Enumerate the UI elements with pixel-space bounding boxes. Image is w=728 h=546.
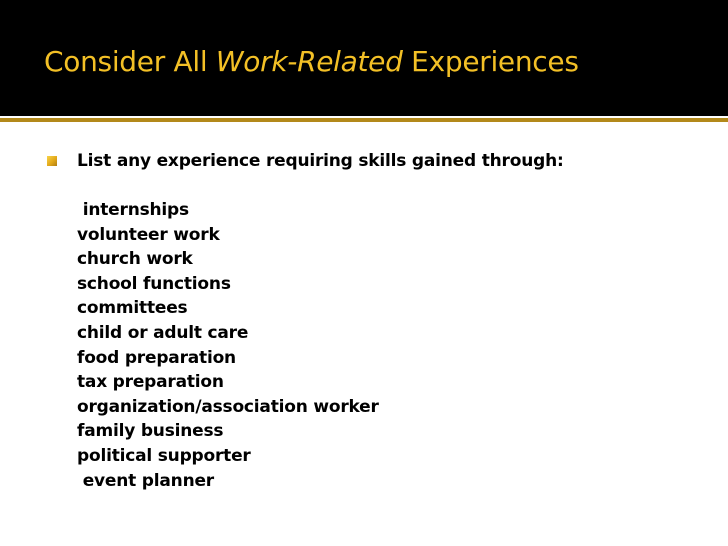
title-text-end: Experiences (402, 45, 579, 78)
list-item: church work (77, 249, 193, 270)
title-text-italic: Work-Related (215, 45, 403, 78)
list-item: organization/association worker (77, 396, 379, 417)
list-item: tax preparation (77, 372, 224, 393)
list-item: internships (77, 200, 189, 220)
experience-list (77, 198, 379, 493)
list-item: food preparation (77, 347, 236, 368)
slide-title (44, 42, 579, 82)
bullet-lead-text: List any experience requiring skills gained through: (77, 151, 564, 171)
list-item: family business (77, 421, 224, 442)
list-item: child or adult care (77, 322, 249, 343)
list-item: school functions (77, 273, 231, 294)
list-item: event planner (77, 470, 214, 491)
square-bullet-icon (47, 156, 57, 166)
title-bar (0, 0, 728, 116)
list-item: political supporter (77, 445, 251, 466)
accent-divider (0, 118, 728, 122)
list-item: volunteer work (77, 224, 220, 245)
title-text-start: Consider All (44, 45, 216, 78)
list-item: committees (77, 298, 188, 319)
